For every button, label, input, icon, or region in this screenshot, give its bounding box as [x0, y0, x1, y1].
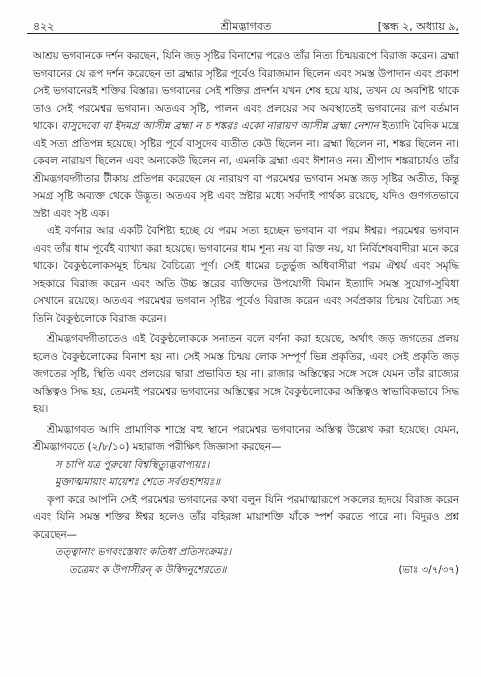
page-number: ৪২২ — [33, 20, 55, 33]
paragraph-1: আশ্রয় ভগবানকে দর্শন করছেন, যিনি জড় সৃষ্টির বিনাশের পরেও তাঁর নিত্য চিন্ময়রূপে বিরাজ করেন। ব্রহ্মা ভগবানের যে রূপ দর্শন করেছেন তা ব্রহ্মার সৃষ্টির পূর্বেও বিরাজমান ছিলেন এবং সমস্ত উপাদান এবং প্রকাশ সেই ভগবানেরই শক্তির বিস্তার। ভগবানের সেই শক্তির প্রদর্শন যখন শেষ হয়ে যায়, তখন যে অবশিষ্ট থাকে তাও সেই পরমেশ্বর ভগবান। অতএব সৃষ্টি, পালন এবং প্রলয়ের সব অবস্থাতেই ভগবানের রূপ বর্তমান থাকে। বাসুদেবো বা ইদমগ্র আসীন্ন ব্রহ্মা ন চ শঙ্করঃ একো নারায়ণ আসীন্ন ব্রহ্মা নেশান ইত্যাদি বৈদিক মন্ত্রে এই সত্য প্রতিপন্ন হয়েছে। সৃষ্টির পূর্বে বাসুদেব ব্যতীত কেউ ছিলেন না। ব্রহ্মা ছিলেন না, শঙ্কর ছিলেন না। কেবল নারায়ণ ছিলেন এবং অন্যকেউ ছিলেন না, এমনকি ব্রহ্মা এবং ঈশানও নন। শ্রীপাদ শঙ্করাচার্যও তাঁর শ্রীমদ্ভগবদ্গীতার টীকায় প্রতিপন্ন করেছেন যে নারায়ণ বা পরমেশ্বর ভগবান সমস্ত জড় সৃষ্টির অতীত, কিন্তু সমগ্র সৃষ্টি অব্যক্ত থেকে উদ্ভূত। অতএব সৃষ্ট এবং স্রষ্টার মধ্যে সর্বদাই পার্থক্য রয়েছে, যদিও গুণগতভাবে স্রষ্টা এবং সৃষ্ট এক। — [33, 50, 459, 220]
paragraph-5: কৃপা করে আপনি সেই পরমেশ্বর ভগবানের কথা বলুন যিনি পরমাত্মারূপে সকলের হৃদয়ে বিরাজ করেন এবং যিনি সমস্ত শক্তির ঈশ্বর হলেও তাঁর বহিরঙ্গা মায়াশক্তি যাঁকে স্পর্শ করতে পারে না। বিদুরও প্রশ্ন করেছেন— — [33, 493, 459, 541]
verse-reference: (ভাঃ ৩/৭/৩৭) — [398, 564, 459, 576]
verse-1-line-1: স চাপি যত্র পুরুষো বিশ্বস্থিত্যুদ্ভবাপ্যয়ঃ। — [55, 459, 210, 471]
paragraph-2: এই বর্ণনার আর একটি বৈশিষ্ট্য হচ্ছে যে পরম সত্য হচ্ছেন ভগবান বা পরম ঈশ্বর। পরমেশ্বর ভগবান এবং তাঁর ধাম পূর্বেই ব্যাখ্যা করা হয়েছে। ভগবানের ধাম শূন্য নয় বা রিক্ত নয়, যা নির্বিশেষবাদীরা মনে করে থাকে। বৈকুণ্ঠলোকসমূহ চিন্ময় বৈচিত্র্যে পূর্ণ। সেই ধামের চতুর্ভুজ অধিবাসীরা পরম ঐশ্বর্য এবং সমৃদ্ধি সহকারে বিরাজ করেন এবং অতি উচ্চ স্তরের ব্যক্তিদের উপযোগী বিমান ইত্যাদি সমস্ত সুযোগ-সুবিধা সেখানে রয়েছে। অতএব পরমেশ্বর ভগবান সৃষ্টির পূর্বেও বিরাজ করেন এবং সর্বপ্রকার চিন্ময় বৈচিত্র্য সহ তিনি বৈকুণ্ঠলোকে বিরাজ করেন। — [33, 225, 459, 325]
running-header — [33, 14, 459, 34]
section-reference: [স্কন্ধ ২, অধ্যায় ৯, — [377, 20, 459, 33]
verse-2-line-2: তত্রেমং ক উপাসীরন্ ক উস্বিদনুশেরতে॥ (ভাঃ ৩/৭/৩৭) — [33, 562, 459, 580]
verse-1-line-2: মুক্তাত্মমায়াং মায়েশঃ শেতে সর্বগুহাশয়ঃ॥ — [55, 477, 221, 488]
book-title: শ্রীমদ্ভাগবত — [220, 20, 272, 33]
header-rule — [27, 33, 459, 34]
verse-2-line-1: তত্ত্বানাং ভগবংস্তেষাং কতিধা প্রতিসংক্রমঃ। — [55, 547, 232, 558]
paragraph-4: শ্রীমদ্ভাগবত আদি প্রামাণিক শাস্ত্রে বহু স্থানে পরমেশ্বর ভগবানের অস্তিত্ব উল্লেখ করা হয়েছে। যেমন, শ্রীমদ্ভাগবতে (২/৮/১০) মহারাজ পরীক্ষিৎ জিজ্ঞাসা করছেন— — [33, 423, 459, 453]
page-body — [33, 48, 459, 579]
paragraph-3: শ্রীমদ্ভগবদ্গীতাতেও এই বৈকুণ্ঠলোককে সনাতন বলে বর্ণনা করা হয়েছে, অর্থাৎ জড় জগতের প্রলয় হলেও বৈকুণ্ঠলোকের বিনাশ হয় না। সেই সমস্ত চিন্ময় লোক সম্পূর্ণ ভিন্ন প্রকৃতির, এবং সেই প্রকৃতি জড় জগতের সৃষ্টি, স্থিতি এবং প্রলয়ের দ্বারা প্রভাবিত হয় না। রাজার অস্তিত্বের সঙ্গে সঙ্গে যেমন তাঁর রাজ্যের অস্তিত্বও সিদ্ধ হয়, তেমনই পরমেশ্বর ভগবানের অস্তিত্বের সঙ্গে বৈকুণ্ঠলোকের অস্তিত্বও স্বাভাবিকভাবে সিদ্ধ হয়। — [33, 333, 459, 415]
vedic-quote: বাসুদেবো বা ইদমগ্র আসীন্ন ব্রহ্মা ন চ শঙ্করঃ একো নারায়ণ আসীন্ন ব্রহ্মা নেশান — [61, 120, 379, 132]
